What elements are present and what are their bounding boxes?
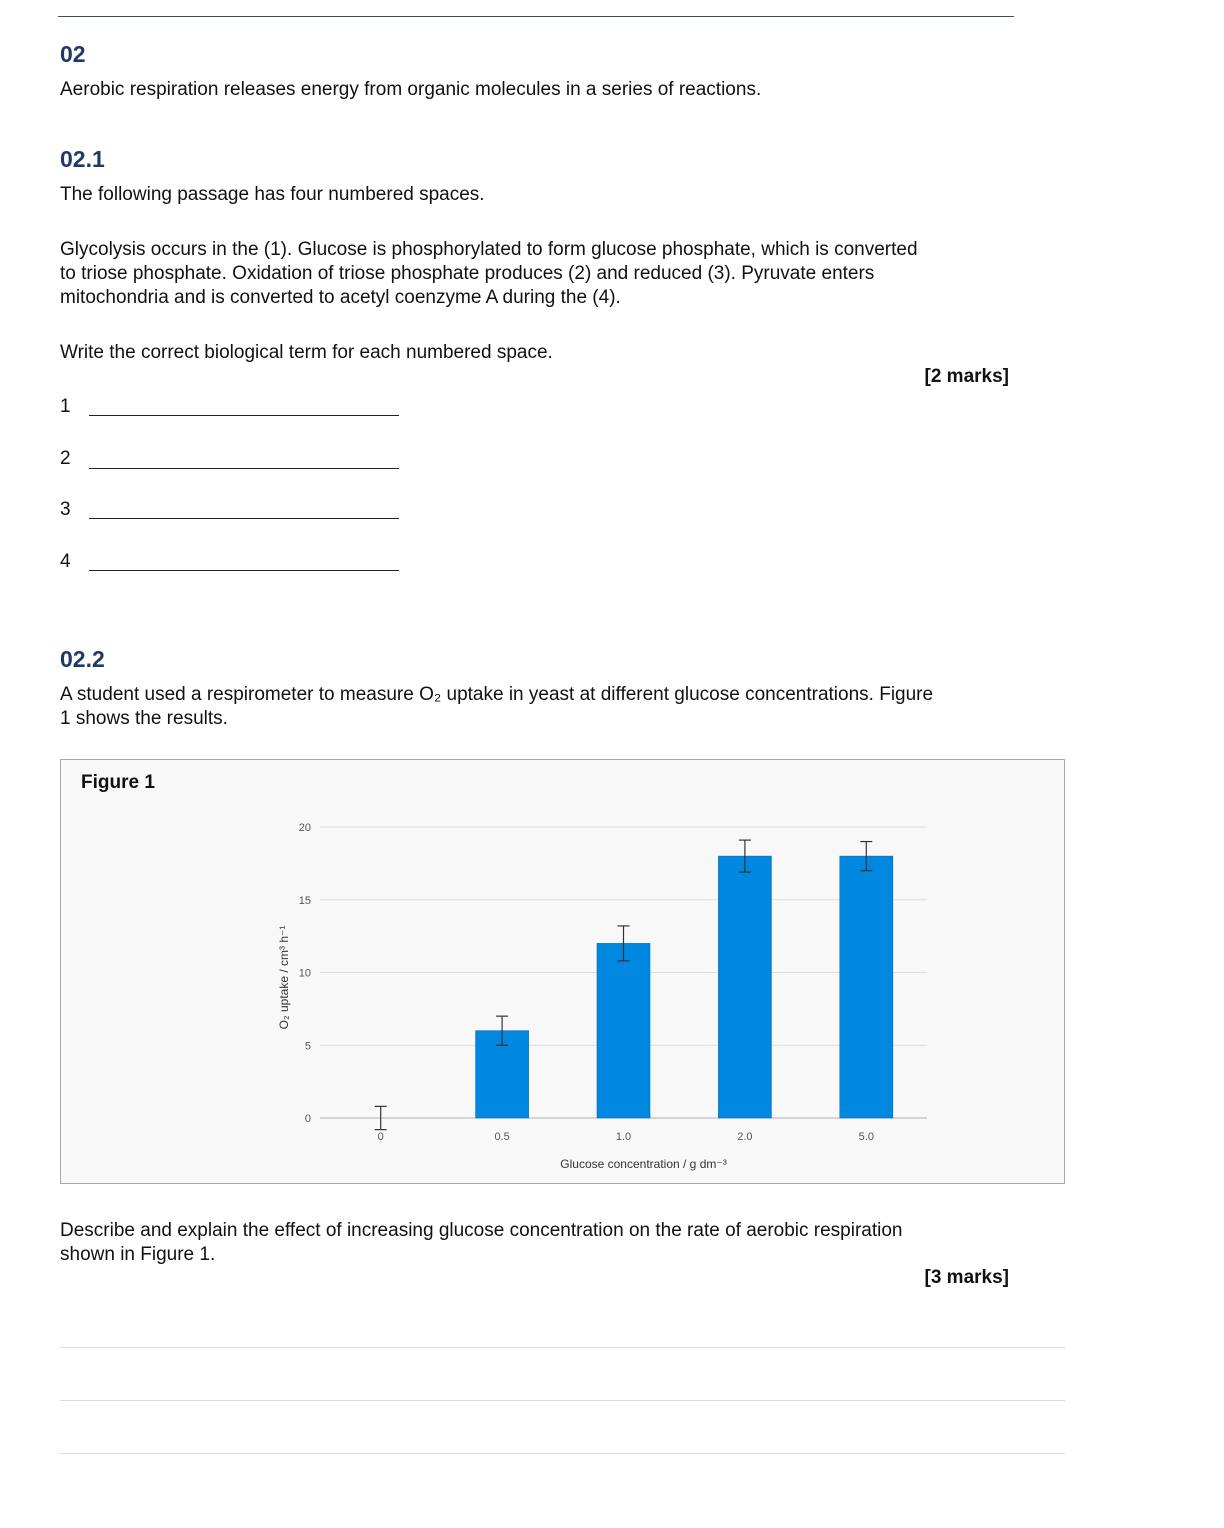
part2-question-line: Describe and explain the effect of increasing glucose concentration on the rate of aerobic respiration [60, 1220, 903, 1241]
part1-instruction: The following passage has four numbered spaces. [60, 184, 485, 205]
y-tick-label: 20 [298, 822, 311, 834]
y-axis-label: O₂ uptake / cm³ h⁻¹ [277, 925, 291, 1030]
passage-line: mitochondria and is converted to acetyl coenzyme A during the (4). [60, 287, 621, 308]
passage-line: Glycolysis occurs in the (1). Glucose is phosphorylated to form glucose phosphate, which is converted [60, 239, 918, 260]
bar-chart [61, 760, 1064, 1183]
answer-number: 3 [60, 499, 71, 520]
answer-line-1[interactable] [89, 415, 399, 416]
part2-marks: [3 marks] [924, 1267, 1009, 1288]
writing-line[interactable] [60, 1453, 1065, 1454]
x-tick-label: 0.5 [494, 1131, 510, 1143]
question-intro: Aerobic respiration releases energy from organic molecules in a series of reactions. [60, 79, 762, 100]
answer-line-3[interactable] [89, 518, 399, 519]
y-tick-label: 10 [298, 967, 311, 980]
y-tick-label: 0 [304, 1113, 311, 1125]
answer-number: 4 [60, 551, 71, 572]
x-tick-label: 5.0 [858, 1131, 874, 1143]
figure-1 [60, 759, 1065, 1184]
part2-number: 02.2 [60, 646, 105, 672]
x-tick-label: 2.0 [737, 1131, 753, 1143]
x-axis-label: Glucose concentration / g dm⁻³ [560, 1157, 727, 1171]
answer-number: 2 [60, 448, 71, 469]
part1-number: 02.1 [60, 146, 105, 172]
figure-title: Figure 1 [81, 772, 155, 793]
part1-marks: [2 marks] [924, 366, 1009, 387]
part2-question-line: shown in Figure 1. [60, 1244, 216, 1265]
answer-number: 1 [60, 396, 71, 417]
writing-line[interactable] [60, 1400, 1065, 1401]
answer-line-2[interactable] [89, 468, 399, 469]
bar [718, 856, 771, 1118]
part2-intro-line: A student used a respirometer to measure O₂ uptake in yeast at different glucose concentrations. Figure [60, 684, 934, 705]
writing-line[interactable] [60, 1347, 1065, 1348]
bar [597, 943, 650, 1118]
answer-line-4[interactable] [89, 570, 399, 571]
y-tick-label: 15 [298, 894, 311, 907]
bar [840, 856, 893, 1118]
passage-line: to triose phosphate. Oxidation of triose phosphate produces (2) and reduced (3). Pyruvate enters [60, 263, 875, 284]
top-rule [58, 16, 1014, 17]
x-tick-label: 0 [377, 1131, 384, 1143]
part1-task: Write the correct biological term for each numbered space. [60, 342, 553, 363]
question-number: 02 [60, 41, 86, 67]
y-tick-label: 5 [304, 1040, 311, 1053]
part2-intro-line: 1 shows the results. [60, 708, 228, 729]
x-tick-label: 1.0 [615, 1131, 632, 1143]
